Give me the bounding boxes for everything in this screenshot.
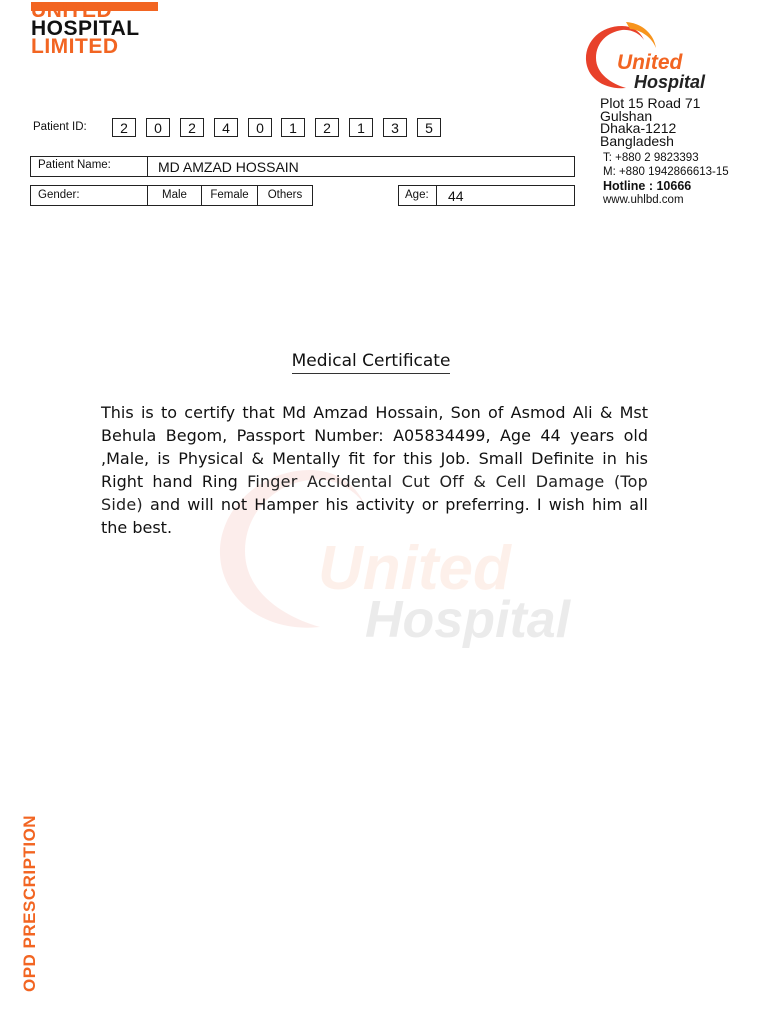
- certificate-title: [0, 351, 742, 371]
- patient-id-digit: 1: [349, 118, 373, 137]
- wordmark-line-3: LIMITED: [31, 35, 119, 58]
- patient-name-row: [30, 156, 575, 177]
- divider: [436, 185, 437, 206]
- address-line: Gulshan: [600, 107, 653, 124]
- gender-option-others: Others: [257, 185, 313, 206]
- hotline-number: Hotline : 10666: [603, 179, 692, 193]
- wordmark-line-1: UNITED: [31, 0, 113, 22]
- patient-id-digit: 2: [112, 118, 136, 137]
- patient-id-digit: 0: [146, 118, 170, 137]
- address-line: Dhaka-1212: [600, 120, 677, 136]
- mobile-number: M: +880 1942866613-15: [603, 166, 729, 178]
- divider: [147, 156, 148, 177]
- address-line: Bangladesh: [600, 132, 674, 149]
- wordmark-line-2: HOSPITAL: [31, 17, 140, 40]
- patient-id-digit: 0: [248, 118, 272, 137]
- watermark-word-united: United: [318, 534, 511, 603]
- logo-word-united: United: [617, 51, 683, 74]
- certificate-title-text: Medical Certificate: [292, 351, 451, 374]
- gender-option-female: Female: [201, 185, 258, 206]
- website: www.uhlbd.com: [603, 194, 684, 206]
- certificate-body-part3: and will not Hamper his activity or preferring. I wish him all the best.: [101, 495, 648, 537]
- hospital-wordmark: [31, 2, 158, 56]
- patient-id-label: Patient ID:: [33, 121, 87, 133]
- patient-id-digit: 4: [214, 118, 238, 137]
- age-label: Age:: [405, 189, 429, 201]
- certificate-body-part1: This is to certify that Md Amzad Hossain, Son of Asmod Ali & Mst Behula Begom, Passport Number: A05834499, Age 44 years old ,Male, is Physical & Mentally fit for this Job. Small Definite in his Right hand Ring: [101, 403, 648, 491]
- patient-id-digit: 5: [417, 118, 441, 137]
- gender-option-male: Male: [147, 185, 202, 206]
- patient-id-digit: 2: [315, 118, 339, 137]
- certificate-body: [101, 401, 648, 539]
- hospital-address: [600, 97, 700, 147]
- phone-number: T: +880 2 9823393: [603, 152, 699, 164]
- watermark-word-hospital: Hospital: [365, 591, 571, 649]
- patient-name-value: MD AMZAD HOSSAIN: [158, 159, 299, 175]
- side-label: OPD PRESCRIPTION: [20, 814, 39, 992]
- patient-id-digit: 2: [180, 118, 204, 137]
- certificate-body-part2: Finger Accidental Cut Off & Cell Damage (Top Side): [101, 472, 648, 514]
- hospital-contact: [603, 151, 729, 207]
- patient-id-digit: 3: [383, 118, 407, 137]
- gender-label: Gender:: [38, 189, 80, 201]
- patient-id-digit: 1: [281, 118, 305, 137]
- patient-name-label: Patient Name:: [38, 159, 111, 171]
- address-line: Plot 15 Road 71: [600, 95, 701, 111]
- age-value: 44: [448, 188, 464, 204]
- logo-word-hospital: Hospital: [634, 72, 706, 92]
- hospital-logo: [582, 20, 722, 100]
